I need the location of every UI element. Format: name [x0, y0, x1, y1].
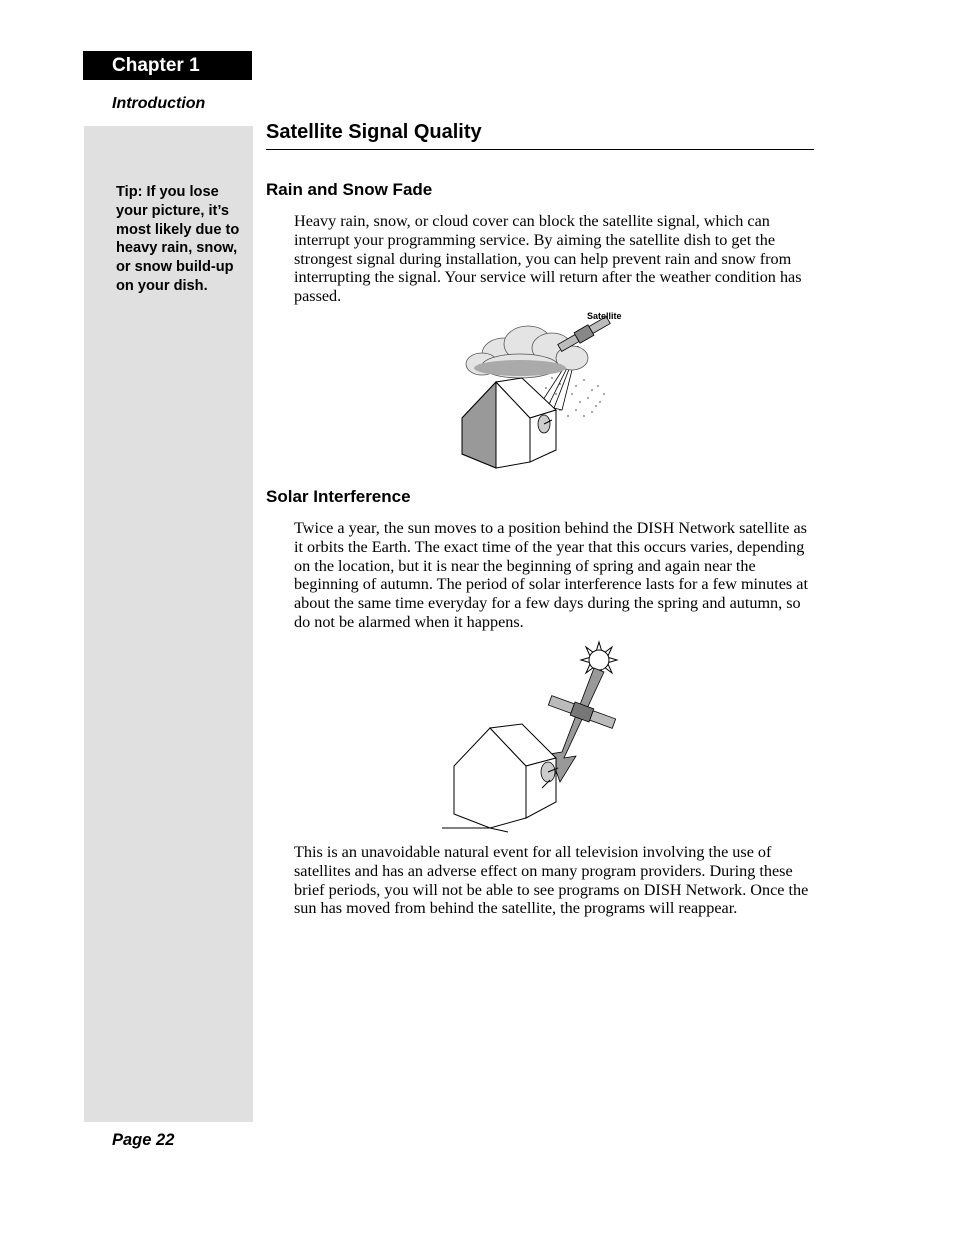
solar-interference-paragraph-2: This is an unavoidable natural event for all television involving the use of satellites and has an adverse effect on many program providers. During these brief periods, you will not be able to see programs on DISH Network. Once the sun has moved from behind the satellite, the programs will reappear. [294, 843, 809, 918]
section-label: Introduction [112, 95, 206, 112]
satellite-label: Satellite [587, 311, 622, 321]
chapter-tab: Chapter 1 [83, 51, 252, 80]
page-title: Satellite Signal Quality [266, 121, 482, 143]
sidebar-tip: Tip: If you lose your picture, it’s most likely due to heavy rain, snow, or snow build-up on your dish. [116, 184, 240, 294]
title-divider [266, 149, 814, 150]
rain-snow-heading: Rain and Snow Fade [266, 180, 433, 199]
solar-interference-paragraph: Twice a year, the sun moves to a position behind the DISH Network satellite as it orbits the Earth. The exact time of the year that this occurs varies, depending on the location, but it is near the beginning of spring and again near the beginning of autumn. The period of solar interference lasts for a few minutes at about the same time everyday for a few days during the spring and autumn, so do not be alarmed when it happens. [294, 519, 808, 631]
page-number: Page 22 [112, 1131, 175, 1149]
solar-interference-illustration [438, 638, 628, 834]
rain-snow-illustration [440, 306, 640, 474]
rain-snow-paragraph: Heavy rain, snow, or cloud cover can block the satellite signal, which can interrupt your programming service. By aiming the satellite dish to get the strongest signal during installation, you can help prevent rain and snow from interrupting the signal. Your service will return after the weather condition has passed. [294, 212, 802, 306]
solar-interference-heading: Solar Interference [266, 487, 411, 506]
